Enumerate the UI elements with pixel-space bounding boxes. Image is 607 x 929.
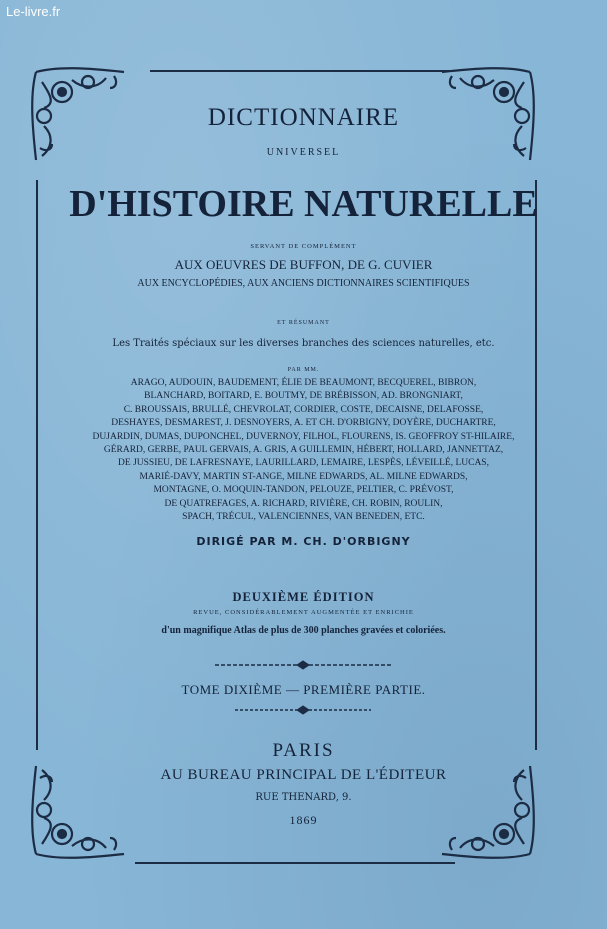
authors-par: PAR MM.	[287, 367, 320, 373]
edition-atlas: d'un magnifique Atlas de plus de 300 planches gravées et coloriées.	[161, 625, 446, 636]
direction-line: DIRIGÉ PAR M. CH. D'ORBIGNY	[196, 535, 411, 548]
frame-top-line	[150, 70, 450, 72]
author-line: SPACH, TRÉCUL, VALENCIENNES, VAN BENEDEN, ETC.	[182, 512, 425, 523]
subtitle-oeuvres: AUX OEUVRES DE BUFFON, DE G. CUVIER	[174, 257, 433, 272]
rule-ornament-icon	[213, 660, 393, 670]
subtitle-traites: Les Traités spéciaux sur les diverses branches des sciences naturelles, etc.	[112, 338, 495, 349]
imprint-year: 1869	[289, 813, 318, 827]
subtitle-encyclopedies: AUX ENCYCLOPÉDIES, AUX ANCIENS DICTIONNAIRES SCIENTIFIQUES	[137, 278, 470, 289]
edition-revue: REVUE, CONSIDÉRABLEMENT AUGMENTÉE ET ENRICHIE	[193, 609, 414, 616]
rule-ornament-icon	[233, 705, 373, 715]
author-line: MARIÉ-DAVY, MARTIN ST-ANGE, MILNE EDWARDS, AL. MILNE EDWARDS,	[139, 471, 468, 482]
author-line: C. BROUSSAIS, BRULLÉ, CHEVROLAT, CORDIER, COSTE, DECAISNE, DELAFOSSE,	[123, 404, 484, 415]
author-line: GÉRARD, GERBE, PAUL GERVAIS, A. GRIS, A GUILLEMIN, HÉBERT, HOLLARD, JANNETTAZ,	[103, 445, 504, 456]
subtitle-et-resumant: ET RÉSUMANT	[277, 320, 330, 326]
title-universel: UNIVERSEL	[266, 147, 341, 158]
frame-bottom-line	[135, 862, 455, 864]
title-histoire-naturelle: D'HISTOIRE NATURELLE	[69, 183, 538, 225]
imprint-publisher: AU BUREAU PRINCIPAL DE L'ÉDITEUR	[160, 767, 447, 783]
watermark: Le-livre.fr	[6, 4, 61, 19]
author-line: DE QUATREFAGES, A. RICHARD, RIVIÈRE, CH. ROBIN, ROULIN,	[164, 498, 443, 509]
author-line: DUJARDIN, DUMAS, DUPONCHEL, DUVERNOY, FILHOL, FLOURENS, IS. GEOFFROY ST-HILAIRE,	[92, 431, 515, 442]
author-line: DESHAYES, DESMAREST, J. DESNOYERS, A. ET CH. D'ORBIGNY, DOYÈRE, DUCHARTRE,	[111, 418, 496, 429]
author-line: DE JUSSIEU, DE LAFRESNAYE, LAURILLARD, LEMAIRE, LESPÈS, LÉVEILLÉ, LUCAS,	[118, 458, 489, 469]
author-line: MONTAGNE, O. MOQUIN-TANDON, PELOUZE, PELTIER, C. PRÉVOST,	[153, 485, 454, 496]
author-line: BLANCHARD, BOITARD, E. BOUTMY, DE BRÉBISSON, AD. BRONGNIART,	[144, 391, 463, 402]
subtitle-servant: SERVANT DE COMPLÉMENT	[250, 243, 357, 250]
imprint-city: PARIS	[272, 740, 335, 761]
title-dictionnaire: DICTIONNAIRE	[207, 104, 400, 131]
volume-line: TOME DIXIÈME — PREMIÈRE PARTIE.	[181, 682, 426, 697]
edition-title: DEUXIÈME ÉDITION	[232, 590, 375, 604]
author-line: ARAGO, AUDOUIN, BAUDEMENT, ÉLIE DE BEAUMONT, BECQUEREL, BIBRON,	[130, 378, 477, 388]
imprint-address: RUE THENARD, 9.	[255, 792, 352, 803]
authors-list	[0, 377, 607, 524]
